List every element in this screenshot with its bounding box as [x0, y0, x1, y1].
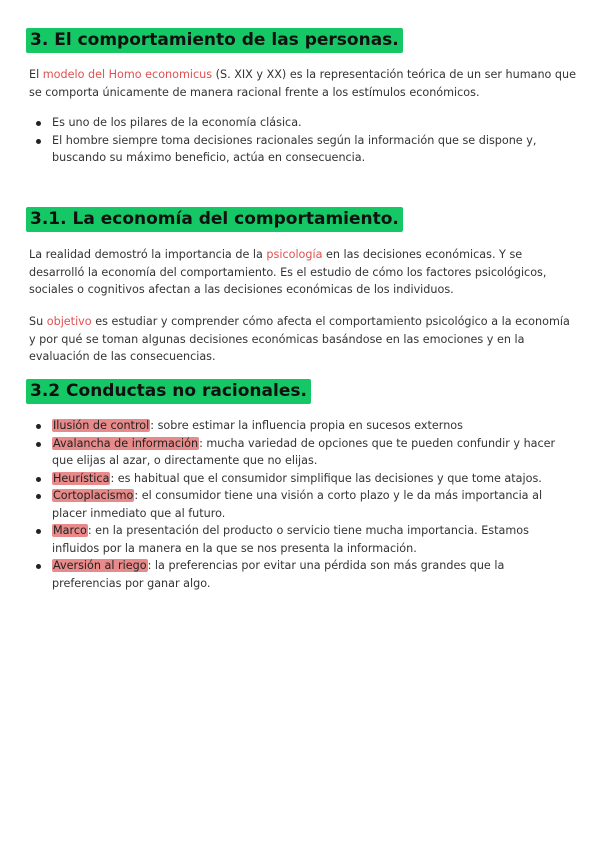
- bullet-list-3: [0, 417, 560, 592]
- text-span: (S. XIX y XX) es la representación teórica de un ser humano que se comporta únicamente de manera racional frente a los estímulos económicos.: [29, 68, 577, 99]
- highlighted-term: modelo del Homo economicus: [42, 68, 213, 81]
- text-span: es estudiar y comprender cómo afecta el comportamiento psicológico a la economía y por qué se toman algunas decisiones económicas basándose en las emociones y en la evaluación de las consecuencias.: [29, 315, 570, 363]
- section-heading-3: 3.2 Conductas no racionales.: [26, 379, 311, 404]
- list-item: [0, 557, 560, 592]
- list-item: Es uno de los pilares de la economía clásica.: [0, 114, 560, 132]
- list-item: [0, 417, 560, 435]
- text-span: La realidad demostró la importancia de la: [29, 248, 267, 261]
- list-item: [0, 435, 560, 470]
- term-highlight: Aversión al riego: [53, 559, 147, 572]
- term-highlight: Marco: [53, 524, 87, 537]
- text-span: Su: [29, 315, 47, 328]
- section-heading-1: 3. El comportamiento de las personas.: [26, 28, 403, 53]
- term-description: : la preferencias por evitar una pérdida son más grandes que la preferencias por ganar algo.: [52, 559, 505, 590]
- list-item: El hombre siempre toma decisiones racionales según la información que se dispone y, buscando su máximo beneficio, actúa en consecuencia.: [0, 132, 560, 167]
- bullet-list-1: [0, 114, 560, 167]
- highlighted-term: objetivo: [46, 315, 92, 328]
- list-item: [0, 470, 560, 488]
- term-description: : mucha variedad de opciones que te pueden confundir y hacer que elijas al azar, o directamente que no elijas.: [52, 436, 556, 467]
- text-span: en las decisiones económicas. Y se desarrolló la economía del comportamiento. Es el estudio de cómo los factores psicológicos, sociales o cognitivos afectan a las decisiones económicas de los individuos.: [29, 248, 547, 296]
- homo-economicus-paragraph: [29, 66, 577, 101]
- list-item: [0, 522, 560, 557]
- term-description: : el consumidor tiene una visión a corto plazo y le da más importancia al placer inmediato que al futuro.: [52, 489, 543, 520]
- highlighted-term: psicología: [266, 248, 323, 261]
- term-description: : en la presentación del producto o servicio tiene mucha importancia. Estamos influidos por la manera en la que se nos presenta la información.: [52, 524, 529, 555]
- term-highlight: Cortoplacismo: [53, 489, 134, 502]
- term-highlight: Avalancha de información: [53, 436, 199, 450]
- behavioral-economics-paragraph: [29, 246, 577, 299]
- objective-paragraph: [29, 313, 577, 366]
- term-description: : sobre estimar la influencia propia en sucesos externos: [150, 419, 463, 432]
- text-span: El: [29, 68, 43, 81]
- section-heading-2: 3.1. La economía del comportamiento.: [26, 207, 403, 232]
- term-highlight: Ilusión de control: [53, 419, 150, 432]
- list-item: [0, 487, 560, 522]
- term-highlight: Heurística: [53, 471, 110, 485]
- term-description: : es habitual que el consumidor simplifique las decisiones y que tome atajos.: [110, 471, 542, 485]
